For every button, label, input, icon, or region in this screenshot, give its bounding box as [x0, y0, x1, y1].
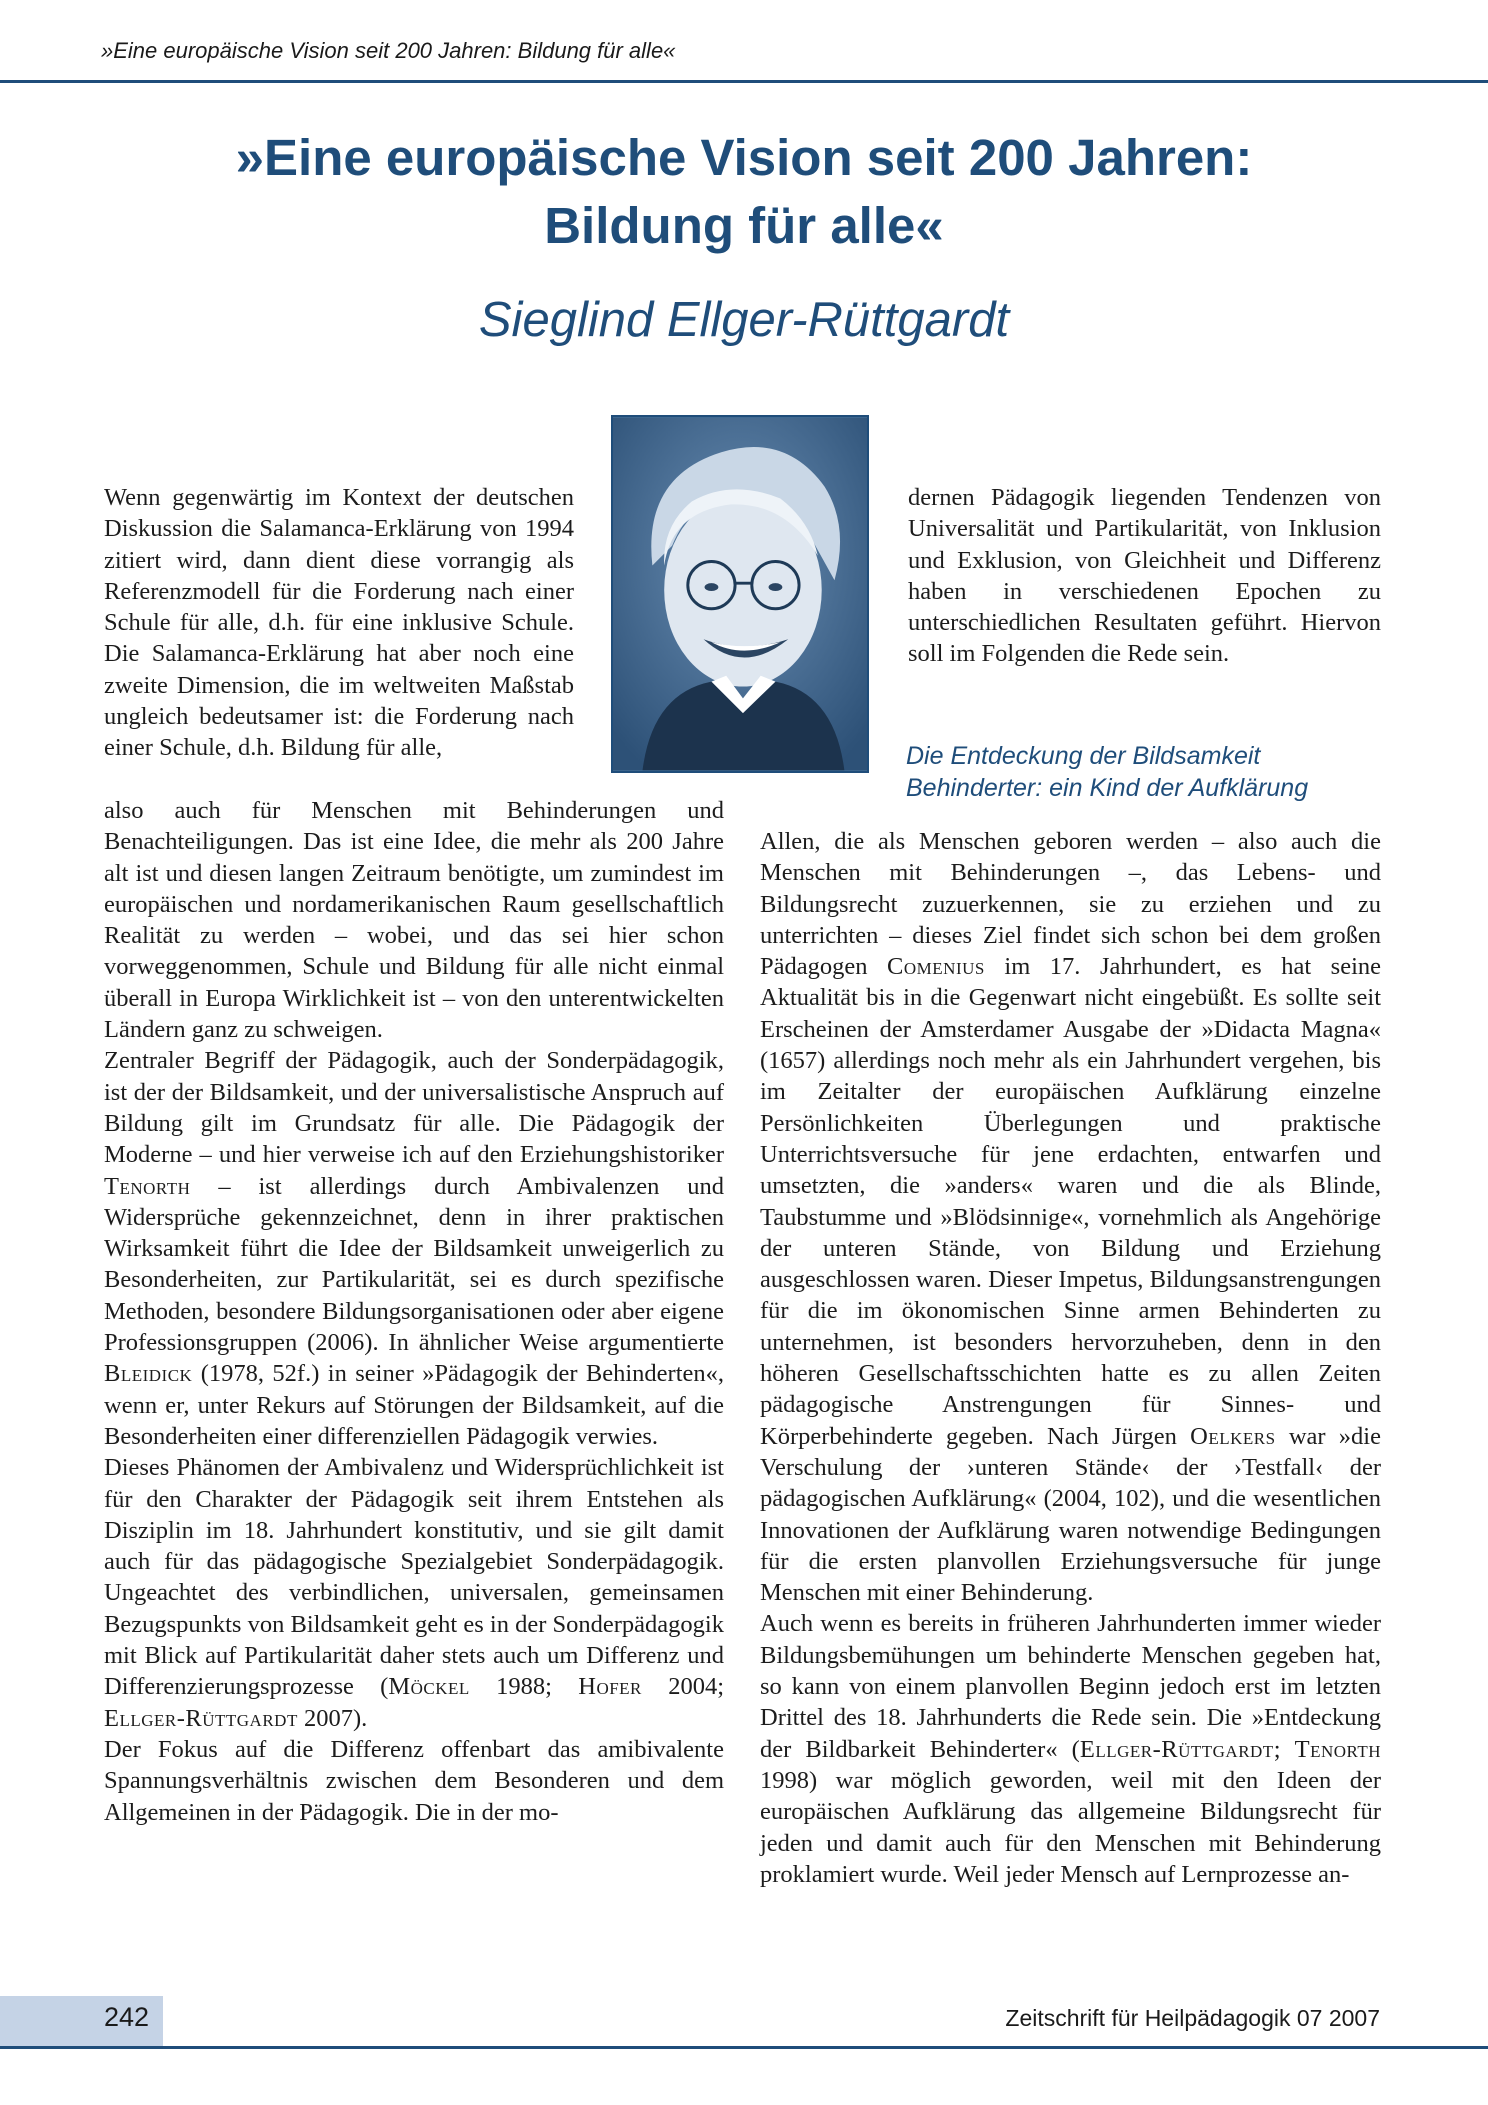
article-title — [0, 124, 1488, 260]
paragraph: dernen Pädagogik liegenden Tendenzen von Universalität und Partikularität, von Inklusion und Exklusion, von Gleichheit und Differenz haben in verschiedenen Epochen zu unterschiedlichen Resultaten geführt. Hiervon soll im Folgenden die Rede sein. — [908, 484, 1381, 668]
cited-author: Comenius — [887, 953, 985, 981]
paragraph: Allen, die als Menschen geboren werden – also auch die Menschen mit Behinderungen –, das Lebens- und Bildungsrecht zuzuerkennen, sie zu erziehen und zu unterrichten – dieses Ziel findet sich schon bei dem großen Pädagogen Comenius im 17. Jahrhundert, es hat seine Aktualität bis in die Gegenwart nicht eingebüßt. Es sollte seit Erscheinen der Amsterdamer Ausgabe der »Didacta Magna« (1657) allerdings noch mehr als ein Jahrhundert vergehen, bis im Zeitalter der europäischen Aufklärung einzelne Persönlichkeiten Überlegungen und praktische Unterrichtsversuche für jene erdachten, entwarfen und umsetzten, die »anders« waren und die als Blinde, Taubstumme und »Blödsinnige«, vornehmlich als Angehörige der unteren Stände, von Bildung und Erziehung ausgeschlossen waren. Dieser Impetus, Bildungsanstrengungen für die im ökonomischen Sinne armen Behinderten zu unternehmen, ist besonders hervorzuheben, denn in den höheren Gesellschaftsschichten hatte es zu allen Zeiten pädagogische Anstrengungen für Sinnes- und Körperbehinderte gegeben. Nach Jürgen Oelkers war »die Verschulung der ›unteren Stände‹ der ›Testfall‹ der pädagogischen Aufklärung« (2004, 102), und die wesentlichen Innovationen der Aufklärung waren notwendige Bedingungen für die ersten planvollen Erziehungsversuche für junge Menschen mit einer Behinderung. — [760, 828, 1382, 1607]
header-rule — [0, 80, 1488, 83]
section-heading: Die Entdeckung der Bildsamkeit Behinderter: ein Kind der Aufklärung — [906, 742, 1309, 802]
paragraph: Auch wenn es bereits in früheren Jahrhunderten immer wieder Bildungsbemühungen um behinderte Menschen gegeben hat, so kann von einem planvollen Beginn jedoch erst im letzten Drittel des 18. Jahrhunderts die Rede sein. Die »Entdeckung der Bildbarkeit Behinderter« (Ellger-Rüttgardt; Tenorth 1998) war möglich geworden, weil mit den Ideen der europäischen Aufklärung das allgemeine Bildungsrecht für jeden und damit auch für den Menschen mit Behinderung proklamiert wurde. Weil jeder Mensch auf Lernprozesse an- — [760, 1610, 1381, 1888]
cited-author: Bleidick — [104, 1360, 193, 1388]
cited-author: Hofer — [578, 1673, 642, 1701]
cited-author: Ellger-Rüttgardt — [104, 1704, 298, 1732]
cited-author: Oelkers — [1190, 1422, 1276, 1450]
column-1-intro — [104, 482, 574, 764]
page-number: 242 — [104, 2002, 150, 2032]
journal-name: Zeitschrift für Heilpädagogik 07 2007 — [1005, 2005, 1380, 2031]
paragraph: Zentraler Begriff der Pädagogik, auch der Sonderpädagogik, ist der der Bildsamkeit, und der universalistische Anspruch auf Bildung gilt im Grundsatz für alle. Die Pädagogik der Moderne – und hier verweise ich auf den Erziehungshistoriker Tenorth – ist allerdings durch Ambivalenzen und Widersprüche gekennzeichnet, denn in ihrer praktischen Wirksamkeit führt die Idee der Bildsamkeit unweigerlich zu Besonderheiten, zur Partikularität, sei es durch spezifische Methoden, besondere Bildungsorganisationen oder aber eigene Professionsgruppen (2006). In ähnlicher Weise argumentierte Bleidick (1978, 52f.) in seiner »Pädagogik der Behinderten«, wenn er, unter Rekurs auf Störungen der Bildsamkeit, auf die Besonderheiten einer differenziellen Pädagogik verwies. — [104, 1047, 725, 1450]
title-line-1: »Eine europäische Vision seit 200 Jahren: — [235, 129, 1253, 186]
column-2-intro — [908, 482, 1381, 670]
paragraph: Dieses Phänomen der Ambivalenz und Widersprüchlichkeit ist für den Charakter der Pädagogik seit ihrem Entstehen als Disziplin im 18. Jahrhundert konstitutiv, und sie gilt damit auch für das pädagogische Spezialgebiet Sonderpädagogik. Ungeachtet des verbindlichen, universalen, gemeinsamen Bezugspunkts von Bildsamkeit geht es in der Sonderpädagogik mit Blick auf Partikularität daher stets auch um Differenz und Differenzierungsprozesse (Möckel 1988; Hofer 2004; Ellger-Rüttgardt 2007). — [104, 1454, 725, 1732]
paragraph: Der Fokus auf die Differenz offenbart das amibivalente Spannungsverhältnis zwischen dem Besonderen und dem Allgemeinen in der Pädagogik. Die in der mo- — [104, 1735, 724, 1826]
footer-rule — [0, 2046, 1488, 2049]
intro-paragraph: Wenn gegenwärtig im Kontext der deutschen Diskussion die Salamanca-Erklärung von 1994 zitiert wird, dann dient diese vorrangig als Referenzmodell für die Forderung nach einer Schule für alle, d.h. für eine inklusive Schule. Die Salamanca-Erklärung hat aber noch eine zweite Dimension, die im weltweiten Maßstab ungleich bedeutsamer ist: die Forderung nach einer Schule, d.h. Bildung für alle, — [104, 484, 574, 762]
author-portrait — [611, 415, 869, 773]
cited-author: Ellger-Rüttgardt — [1079, 1735, 1274, 1763]
cited-author: Tenorth — [104, 1172, 191, 1200]
cited-author: Möckel — [388, 1673, 470, 1701]
column-1-body — [104, 795, 724, 1828]
cited-author: Tenorth — [1294, 1735, 1381, 1763]
column-2-body — [760, 826, 1381, 1890]
running-header: »Eine europäische Vision seit 200 Jahren: Bildung für alle« — [101, 38, 676, 63]
paragraph: also auch für Menschen mit Behinderungen und Benachteiligungen. Das ist eine Idee, die mehr als 200 Jahre alt ist und diesen langen Zeitraum benötigte, um zumindest im europäischen und nordamerikanischen Raum gesellschaftlich Realität zu werden – wobei, und das sei hier schon vorweggenommen, Schule und Bildung für alle nicht einmal überall in Europa Wirklichkeit ist – von den unterentwickelten Ländern ganz zu schweigen. — [104, 797, 724, 1044]
author-name: Sieglind Ellger-Rüttgardt — [478, 293, 1010, 347]
title-line-2: Bildung für alle« — [544, 197, 944, 254]
